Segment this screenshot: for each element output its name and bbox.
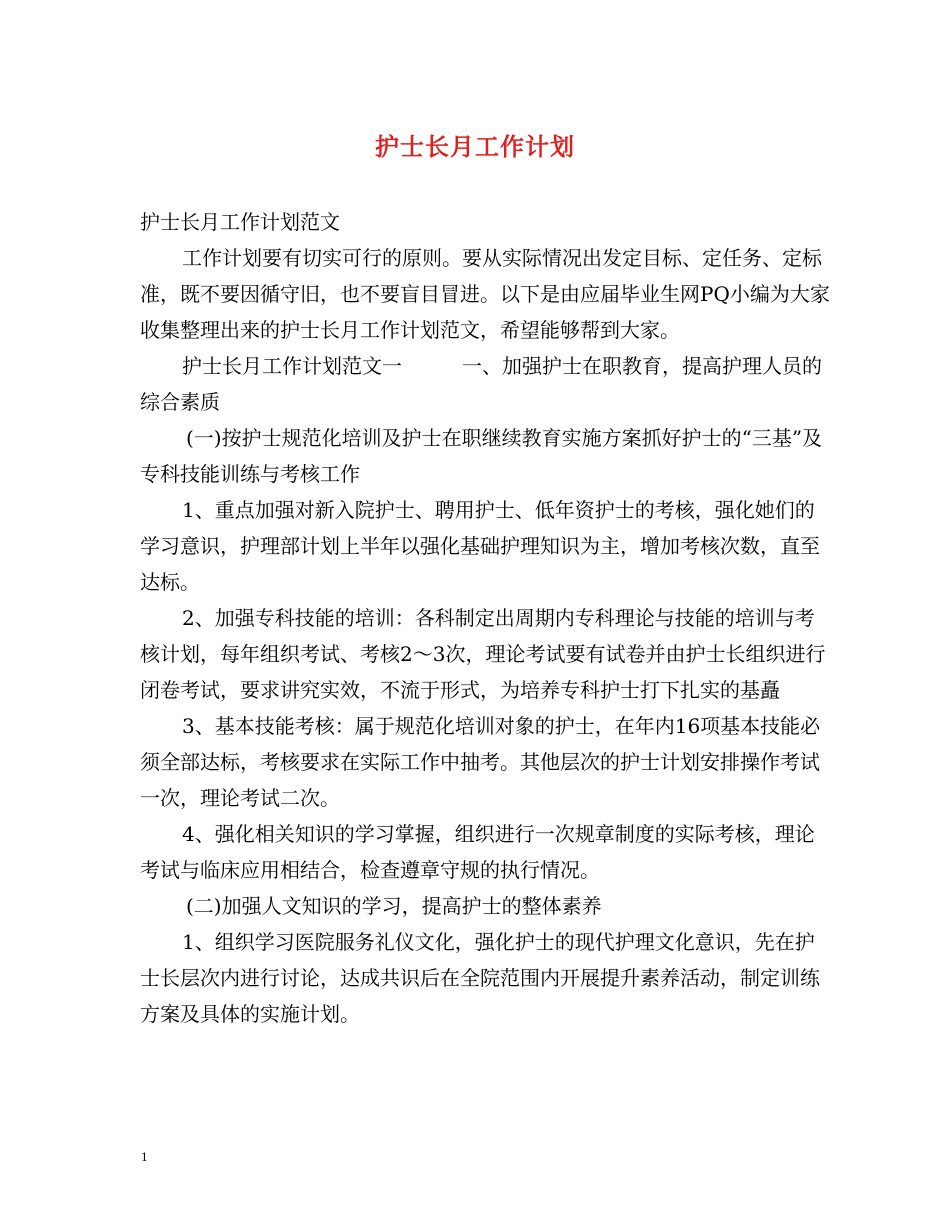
page-number: 1 bbox=[141, 1149, 148, 1164]
list-item-5: 1、组织学习医院服务礼仪文化，强化护士的现代护理文化意识，先在护士长层次内进行讨论，达成共识后在全院范围内开展提升素养活动，制定训练方案及具体的实施计划。 bbox=[140, 930, 820, 1026]
intro-paragraph: 工作计划要有切实可行的原则。要从实际情况出发定目标、定任务、定标准，既不要因循守旧，也不要盲目冒进。以下是由应届毕业生网PQ小编为大家收集整理出来的护士长月工作计划范文，希望能够帮到大家。 bbox=[140, 246, 830, 342]
document-title: 护士长月工作计划 bbox=[375, 132, 575, 161]
subsection-heading-2: (二)加强人文知识的学习，提高护士的整体素养 bbox=[186, 894, 602, 918]
list-item-3: 3、基本技能考核：属于规范化培训对象的护士，在年内16项基本技能必须全部达标，考核要求在实际工作中抽考。其他层次的护士计划安排操作考试一次，理论考试二次。 bbox=[140, 714, 821, 810]
subtitle-paragraph: 护士长月工作计划范文 bbox=[140, 210, 340, 234]
list-item-4: 4、强化相关知识的学习掌握，组织进行一次规章制度的实际考核，理论考试与临床应用相结合，检查遵章守规的执行情况。 bbox=[140, 822, 815, 882]
section-heading-paragraph: 护士长月工作计划范文一 一、加强护士在职教育，提高护理人员的综合素质 bbox=[140, 354, 822, 414]
list-item-1: 1、重点加强对新入院护士、聘用护士、低年资护士的考核，强化她们的学习意识，护理部计划上半年以强化基础护理知识为主，增加考核次数，直至达标。 bbox=[140, 498, 820, 594]
document-body bbox=[140, 204, 830, 1032]
subsection-heading-1: (一)按护士规范化培训及护士在职继续教育实施方案抓好护士的“三基”及专科技能训练与考核工作 bbox=[140, 426, 823, 486]
list-item-2: 2、加强专科技能的培训：各科制定出周期内专科理论与技能的培训与考核计划，每年组织考试、考核2～3次，理论考试要有试卷并由护士长组织进行闭卷考试，要求讲究实效，不流于形式，为培养专科护士打下扎实的基矗 bbox=[140, 606, 826, 702]
